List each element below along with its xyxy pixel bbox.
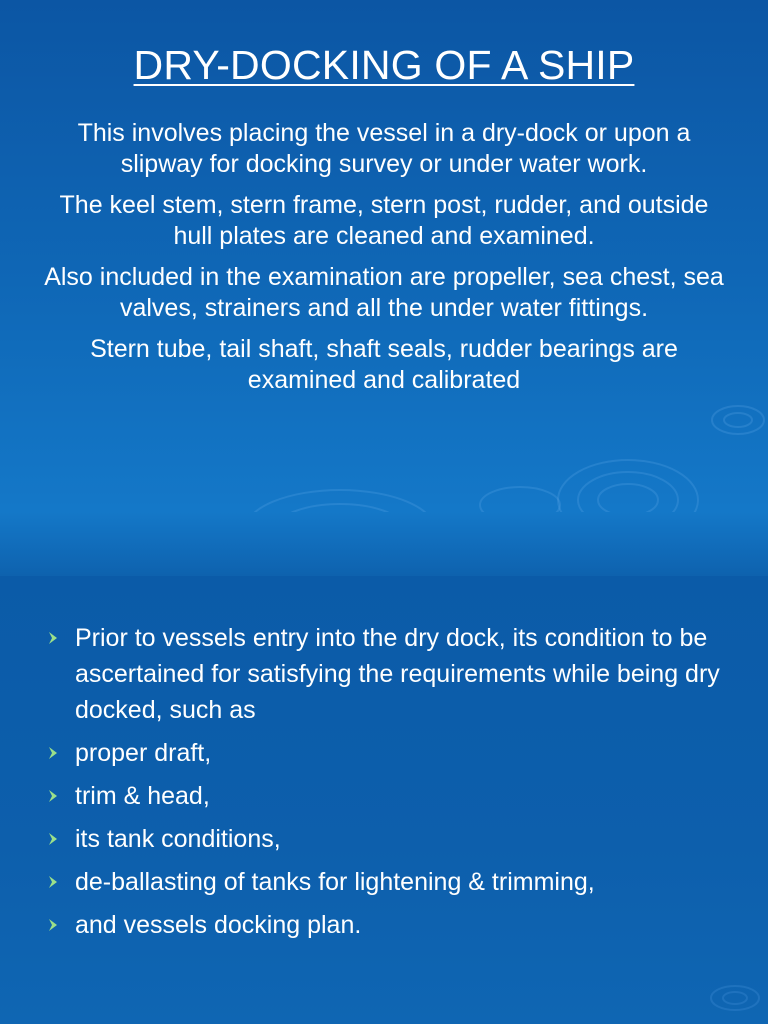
list-item bbox=[44, 907, 734, 943]
paragraph-3: Also included in the examination are propeller, sea chest, sea valves, strainers and all the under water fittings. bbox=[44, 263, 724, 322]
chevron-right-icon bbox=[44, 907, 64, 943]
chevron-right-icon bbox=[44, 864, 64, 900]
list-item bbox=[44, 620, 734, 728]
bullet-text: and vessels docking plan. bbox=[75, 911, 362, 939]
chevron-right-icon bbox=[44, 620, 64, 656]
slide-body bbox=[40, 118, 728, 406]
slide-separator bbox=[0, 512, 768, 576]
bullet-text: proper draft, bbox=[75, 739, 212, 767]
list-item bbox=[44, 735, 734, 771]
bullet-text: trim & head, bbox=[75, 782, 210, 810]
paragraph-1: This involves placing the vessel in a dry-dock or upon a slipway for docking survey or under water work. bbox=[77, 119, 691, 178]
list-item bbox=[44, 864, 734, 900]
chevron-right-icon bbox=[44, 821, 64, 857]
paragraph-4: Stern tube, tail shaft, shaft seals, rudder bearings are examined and calibrated bbox=[90, 335, 678, 394]
chevron-right-icon bbox=[44, 735, 64, 771]
list-item bbox=[44, 821, 734, 857]
bullet-text: its tank conditions, bbox=[75, 825, 281, 853]
paragraph-2: The keel stem, stern frame, stern post, rudder, and outside hull plates are cleaned and examined. bbox=[59, 191, 709, 250]
chevron-right-icon bbox=[44, 778, 64, 814]
bullet-text: Prior to vessels entry into the dry dock, its condition to be ascertained for satisfying the requirements while being dry docked, such as bbox=[75, 624, 720, 724]
bullet-text: de-ballasting of tanks for lightening & trimming, bbox=[75, 868, 595, 896]
list-item bbox=[44, 778, 734, 814]
bullet-list bbox=[44, 620, 734, 950]
slide-title: DRY-DOCKING OF A SHIP bbox=[133, 42, 635, 88]
